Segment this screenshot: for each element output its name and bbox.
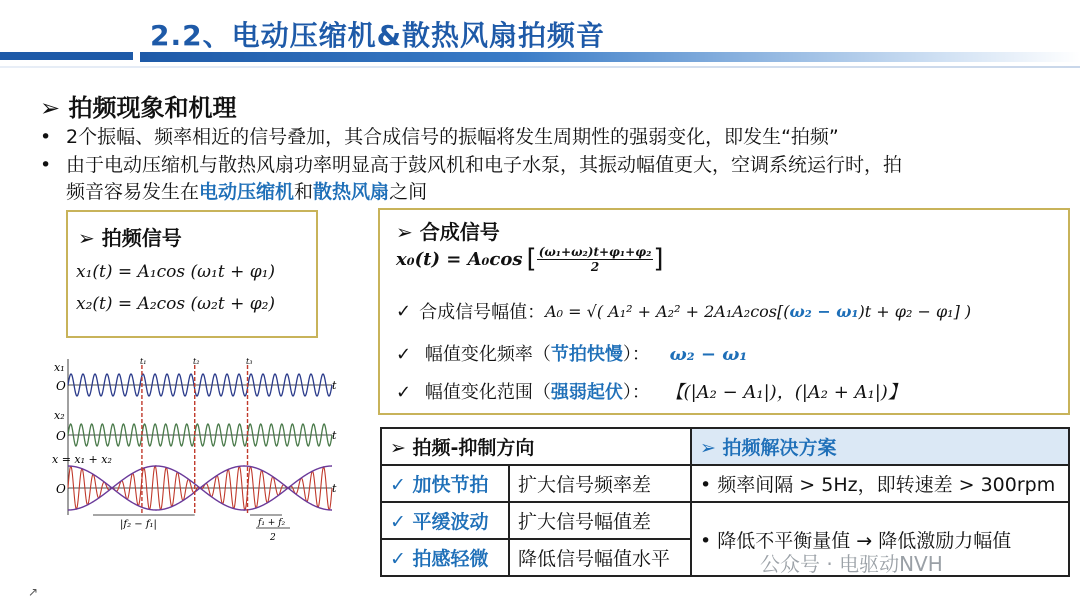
freq-diff-label: |f₂ − f₁| — [120, 519, 157, 530]
frequency-value: ω₂ − ω₁ — [669, 344, 748, 365]
composite-fraction — [537, 245, 654, 274]
bullet-1-text: 2个振幅、频率相近的信号叠加，其合成信号的振幅将发生周期性的强弱变化，即发生“拍频” — [66, 126, 839, 148]
x1-axis-label: x₁ — [54, 361, 65, 374]
signal-formula-2: x₂(t) = A₂cos (ω₂t + φ₂) — [76, 294, 276, 314]
bullet-dot: • — [40, 126, 52, 148]
table-cell-solution: • 频率间隔 > 5Hz，即转速差 > 300rpm — [691, 465, 1069, 502]
envelope-upper — [68, 466, 332, 488]
frequency-label: 幅值变化频率（ — [424, 344, 551, 365]
freq-sum-den: 2 — [270, 533, 276, 543]
fraction-denominator: 2 — [590, 259, 600, 274]
bullet-2-and: 和 — [294, 181, 314, 203]
check-icon: ✓ — [396, 300, 412, 322]
table-cell-category: ✓ 拍感轻微 — [381, 539, 509, 576]
t-axis-label-3: t — [332, 482, 337, 495]
amplitude-item — [396, 298, 971, 324]
highlight-fan: 散热风扇 — [313, 181, 390, 203]
section-title: ➢ 拍频现象和机理 — [40, 94, 237, 122]
fraction-numerator: (ω₁+ω₂)t+φ₁+φ₂ — [538, 244, 652, 259]
sum-axis-label: x = x₁ + x₂ — [52, 453, 112, 466]
origin-label-2: O — [56, 429, 66, 443]
x2-axis-label: x₂ — [54, 409, 65, 422]
page-title: 2.2、电动压缩机&散热风扇拍频音 — [150, 19, 606, 52]
composite-signal-box — [378, 208, 1070, 415]
header-divider — [0, 66, 1080, 68]
frequency-key: 节拍快慢 — [550, 344, 623, 365]
amplitude-formula: A₀ = √( A₁² + A₂² + 2A₁A₂cos[( — [545, 301, 790, 321]
bullet-2-end: 之间 — [389, 181, 428, 203]
table-cell-desc: 降低信号幅值水平 — [509, 539, 691, 576]
range-item — [396, 378, 906, 404]
envelope-lower — [68, 488, 332, 510]
origin-label-3: O — [56, 482, 66, 496]
amplitude-freq-diff: ω₂ − ω₁ — [789, 301, 859, 321]
table-header-direction: ➢ 拍频-抑制方向 — [381, 428, 691, 465]
range-value: 【(|A₂ − A₁|)，(|A₂ + A₁|)】 — [665, 382, 906, 403]
suppression-table — [380, 427, 1070, 577]
t2-label: t₂ — [193, 357, 200, 366]
table-header-row — [381, 428, 1069, 465]
composite-formula-main: x₀(t) = A₀cos — [396, 248, 523, 270]
t-axis-label-2: t — [332, 429, 337, 442]
table-cell-solution: • 降低不平衡量值 → 降低激励力幅值 — [691, 502, 1069, 576]
composite-signal-title: ➢ 合成信号 — [396, 220, 500, 244]
origin-label-1: O — [56, 379, 66, 393]
table-cell-desc: 扩大信号频率差 — [509, 465, 691, 502]
range-label-2: ）： — [622, 382, 650, 403]
signal-formula-1: x₁(t) = A₁cos (ω₁t + φ₁) — [76, 262, 276, 282]
table-row — [381, 465, 1069, 502]
t1-label: t₁ — [140, 357, 147, 366]
header-bar-left — [0, 52, 133, 60]
beat-waveform-figure — [50, 355, 350, 550]
freq-sum-num: f₁ + f₂ — [258, 518, 286, 528]
watermark: 公众号 · 电驱动NVH — [760, 552, 943, 576]
corner-arrow-icon: ↗ — [28, 585, 39, 599]
check-icon: ✓ — [396, 382, 412, 403]
frequency-item — [396, 340, 747, 366]
composite-formula: x₀(t) = A₀cos [ $\frac{\text{(ω₁+ω₂)t+φ₁+φ₂}}{2}$ ] — [396, 244, 664, 274]
check-icon: ✓ — [396, 344, 412, 365]
range-key: 强弱起伏 — [550, 382, 623, 403]
highlight-compressor: 电动压缩机 — [199, 181, 295, 203]
bullet-2-cont: 频音容易发生在 — [66, 181, 200, 203]
t3-label: t₃ — [246, 357, 253, 366]
table-row — [381, 502, 1069, 539]
table-cell-desc: 扩大信号幅值差 — [509, 502, 691, 539]
amplitude-formula-tail: )t + φ₂ − φ₁] ) — [858, 301, 972, 321]
amplitude-label: 合成信号幅值： — [419, 302, 546, 323]
range-label: 幅值变化范围（ — [424, 382, 551, 403]
bullet-2 — [40, 152, 1060, 206]
frequency-label-2: ）： — [622, 344, 650, 365]
table-header-solution: ➢ 拍频解决方案 — [691, 428, 1069, 465]
bullet-dot: • — [40, 154, 52, 176]
table-cell-category: ✓ 平缓波动 — [381, 502, 509, 539]
beat-signal-box — [66, 210, 318, 338]
table-cell-category: ✓ 加快节拍 — [381, 465, 509, 502]
t-axis-label-1: t — [332, 379, 337, 392]
bullet-1 — [40, 124, 1060, 151]
beat-signal-title: ➢ 拍频信号 — [78, 226, 182, 250]
bullet-2-text: 由于电动压缩机与散热风扇功率明显高于鼓风机和电子水泵，其振动幅值更大，空调系统运行时，拍 — [66, 154, 903, 176]
